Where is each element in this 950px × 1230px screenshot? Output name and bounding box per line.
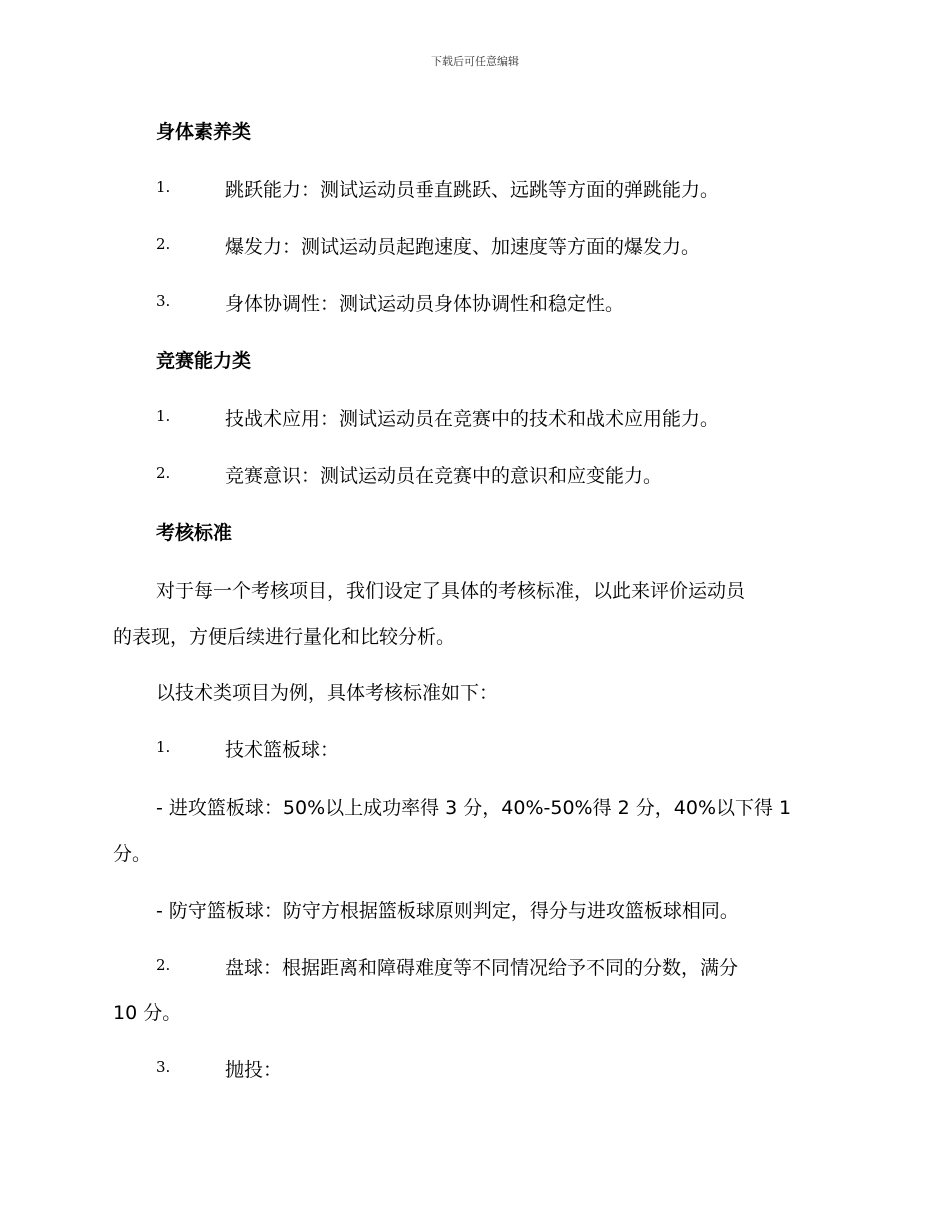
paragraph-line: 以技术类项目为例，具体考核标准如下：: [156, 682, 499, 704]
list-text: 身体协调性：测试运动员身体协调性和稳定性。: [225, 293, 625, 315]
list-number: 3.: [156, 292, 171, 310]
section-heading-standards: 考核标准: [156, 522, 233, 544]
list-text: 盘球：根据距离和障碍难度等不同情况给予不同的分数，满分: [225, 957, 739, 979]
paragraph-line: 10 分。: [113, 1002, 182, 1024]
list-text: 竞赛意识：测试运动员在竞赛中的意识和应变能力。: [225, 465, 663, 487]
paragraph-line: 的表现，方便后续进行量化和比较分析。: [113, 626, 456, 648]
list-text: 技术篮板球：: [225, 739, 340, 761]
list-number: 2.: [156, 464, 171, 482]
list-text: 爆发力：测试运动员起跑速度、加速度等方面的爆发力。: [225, 236, 701, 258]
list-text: 技战术应用：测试运动员在竞赛中的技术和战术应用能力。: [225, 408, 720, 430]
list-number: 2.: [156, 235, 171, 253]
list-number: 1.: [156, 178, 171, 196]
list-number: 1.: [156, 407, 171, 425]
bullet-line: - 进攻篮板球：50%以上成功率得 3 分，40%-50%得 2 分，40%以下得 1: [156, 797, 792, 819]
list-text: 抛投：: [225, 1059, 283, 1081]
bullet-line: - 防守篮板球：防守方根据篮板球原则判定，得分与进攻篮板球相同。: [156, 900, 739, 922]
paragraph-line: 对于每一个考核项目，我们设定了具体的考核标准，以此来评价运动员: [156, 580, 746, 602]
section-heading-physical: 身体素养类: [156, 121, 252, 143]
list-number: 2.: [156, 956, 171, 974]
list-text: 跳跃能力：测试运动员垂直跳跃、远跳等方面的弹跳能力。: [225, 179, 720, 201]
bullet-line: 分。: [113, 843, 152, 865]
section-heading-competition: 竞赛能力类: [156, 350, 252, 372]
page-header: 下载后可任意编辑: [431, 55, 519, 68]
list-number: 1.: [156, 738, 171, 756]
list-number: 3.: [156, 1058, 171, 1076]
